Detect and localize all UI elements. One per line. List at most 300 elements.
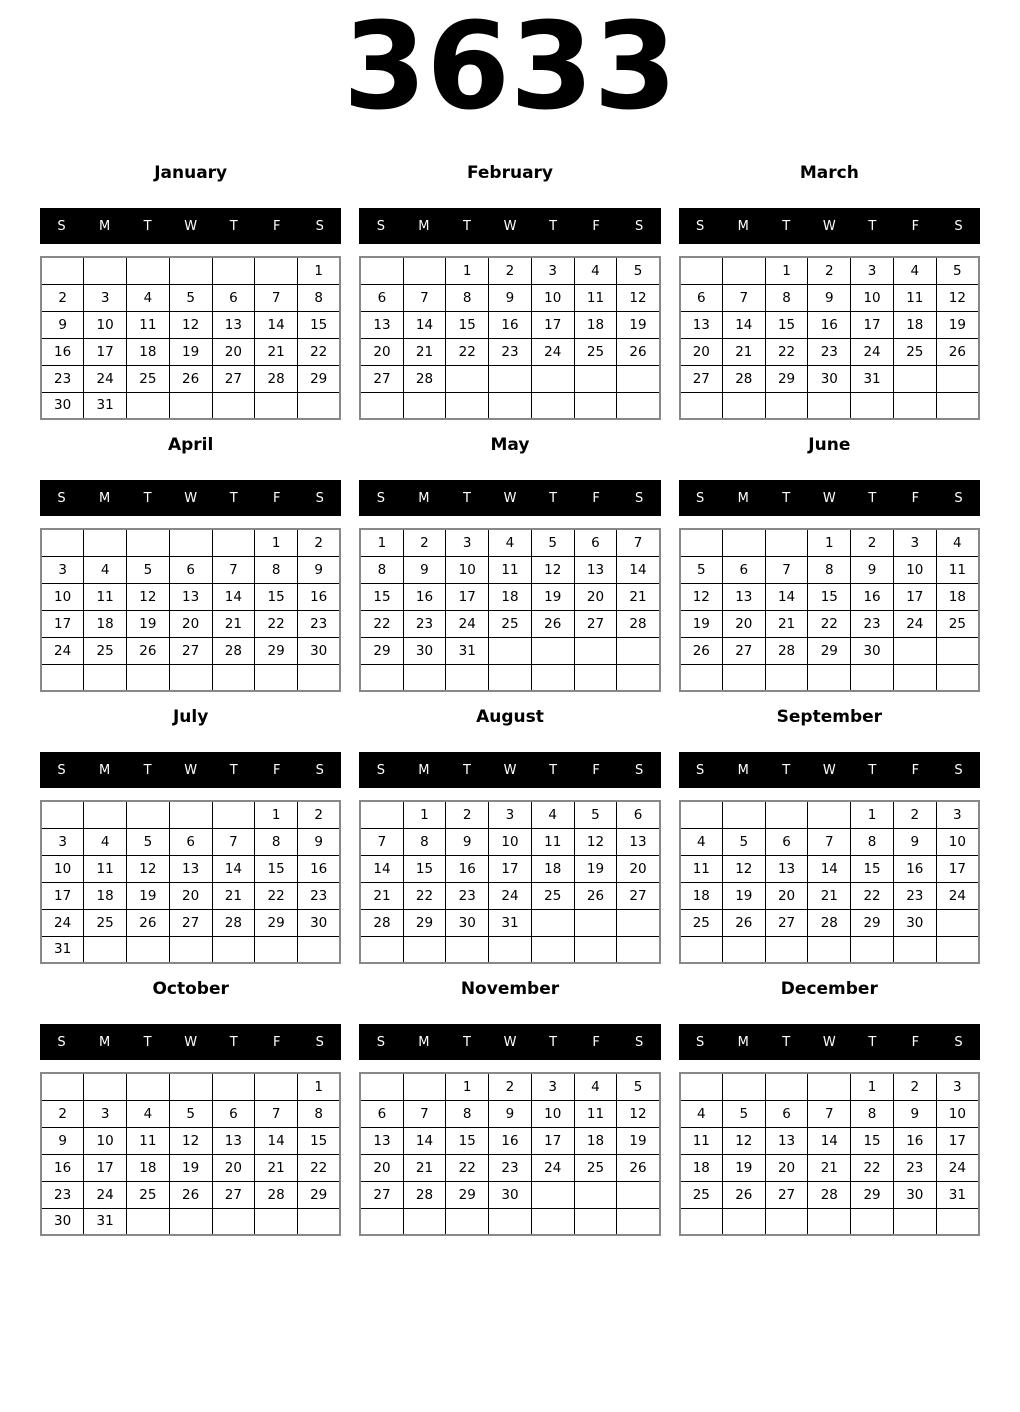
day-cell: 31	[41, 936, 84, 963]
week-row	[41, 257, 340, 284]
weekday-label: S	[376, 490, 385, 506]
day-cell: 15	[851, 1127, 894, 1154]
day-cell: 28	[808, 909, 851, 936]
week-row	[41, 637, 340, 664]
weekday-label: T	[782, 218, 791, 234]
day-cell: 17	[84, 1154, 127, 1181]
day-cell: 8	[808, 556, 851, 583]
empty-day-cell	[531, 664, 574, 691]
day-cell: 17	[446, 583, 489, 610]
day-cell: 20	[360, 338, 403, 365]
week-row	[360, 257, 659, 284]
day-cell: 29	[403, 909, 446, 936]
day-cell: 8	[360, 556, 403, 583]
day-cell: 13	[212, 311, 255, 338]
day-cell: 3	[84, 1100, 127, 1127]
day-cell: 30	[893, 909, 936, 936]
empty-day-cell	[41, 257, 84, 284]
day-cell: 1	[851, 1073, 894, 1100]
empty-day-cell	[936, 392, 979, 419]
day-cell: 19	[169, 338, 212, 365]
weekday-label: T	[229, 218, 238, 234]
week-row	[360, 1154, 659, 1181]
empty-day-cell	[893, 664, 936, 691]
week-row	[41, 583, 340, 610]
day-cell: 1	[446, 257, 489, 284]
day-cell: 12	[680, 583, 723, 610]
empty-day-cell	[765, 936, 808, 963]
week-row	[41, 855, 340, 882]
weekday-label: W	[503, 218, 517, 234]
day-cell: 16	[489, 311, 532, 338]
day-cell: 17	[531, 311, 574, 338]
empty-day-cell	[360, 1208, 403, 1235]
week-row	[41, 365, 340, 392]
day-cell: 16	[298, 855, 341, 882]
day-cell: 15	[765, 311, 808, 338]
day-cell: 4	[127, 284, 170, 311]
day-cell: 3	[41, 828, 84, 855]
day-cell: 11	[574, 1100, 617, 1127]
empty-day-cell	[489, 365, 532, 392]
day-cell: 10	[893, 556, 936, 583]
day-cell: 18	[680, 882, 723, 909]
day-cell: 20	[617, 855, 660, 882]
day-cell: 20	[765, 1154, 808, 1181]
day-cell: 20	[169, 882, 212, 909]
week-row	[41, 338, 340, 365]
day-cell: 26	[617, 338, 660, 365]
empty-day-cell	[617, 365, 660, 392]
weekday-label: F	[592, 218, 600, 234]
day-cell: 25	[936, 610, 979, 637]
empty-day-cell	[360, 1073, 403, 1100]
empty-day-cell	[255, 1208, 298, 1235]
day-cell: 3	[531, 257, 574, 284]
empty-day-cell	[765, 801, 808, 828]
day-cell: 6	[574, 529, 617, 556]
day-cell: 7	[212, 556, 255, 583]
day-cell: 1	[255, 801, 298, 828]
day-cell: 8	[765, 284, 808, 311]
day-cell: 3	[489, 801, 532, 828]
empty-day-cell	[765, 392, 808, 419]
week-row	[680, 529, 979, 556]
empty-day-cell	[893, 365, 936, 392]
weekday-label: T	[229, 1034, 238, 1050]
day-cell: 18	[84, 882, 127, 909]
day-cell: 12	[936, 284, 979, 311]
day-cell: 18	[531, 855, 574, 882]
empty-day-cell	[574, 1208, 617, 1235]
empty-day-cell	[574, 909, 617, 936]
empty-day-cell	[617, 637, 660, 664]
empty-day-cell	[765, 664, 808, 691]
day-cell: 29	[851, 909, 894, 936]
day-cell: 6	[680, 284, 723, 311]
day-cell: 10	[489, 828, 532, 855]
day-cell: 7	[765, 556, 808, 583]
day-cell: 7	[808, 1100, 851, 1127]
day-cell: 30	[489, 1181, 532, 1208]
weekday-label: T	[229, 762, 238, 778]
empty-day-cell	[403, 936, 446, 963]
day-cell: 1	[255, 529, 298, 556]
week-row	[41, 556, 340, 583]
weekday-label: W	[184, 490, 198, 506]
day-cell: 1	[360, 529, 403, 556]
weekday-header-row	[359, 480, 660, 516]
empty-day-cell	[489, 664, 532, 691]
weekday-label: S	[635, 1034, 644, 1050]
day-cell: 30	[808, 365, 851, 392]
day-cell: 16	[893, 1127, 936, 1154]
day-cell: 23	[489, 338, 532, 365]
weekday-label: W	[822, 490, 836, 506]
day-cell: 28	[617, 610, 660, 637]
day-cell: 21	[403, 1154, 446, 1181]
empty-day-cell	[680, 1208, 723, 1235]
empty-day-cell	[936, 664, 979, 691]
day-cell: 27	[169, 637, 212, 664]
day-cell: 30	[298, 909, 341, 936]
weekday-label: F	[273, 762, 281, 778]
weekday-label: S	[57, 1034, 66, 1050]
day-cell: 26	[574, 882, 617, 909]
empty-day-cell	[808, 936, 851, 963]
month-title: May	[490, 435, 530, 455]
day-cell: 13	[722, 583, 765, 610]
year-title: 3633	[343, 0, 677, 137]
day-cell: 12	[169, 1127, 212, 1154]
day-cell: 27	[617, 882, 660, 909]
day-cell: 8	[403, 828, 446, 855]
day-cell: 5	[722, 828, 765, 855]
week-row	[360, 284, 659, 311]
month-title: October	[152, 979, 229, 999]
day-cell: 28	[403, 1181, 446, 1208]
day-cell: 8	[851, 1100, 894, 1127]
day-cell: 2	[851, 529, 894, 556]
month-day-grid	[40, 800, 341, 964]
day-cell: 17	[936, 855, 979, 882]
day-cell: 4	[936, 529, 979, 556]
week-row	[680, 610, 979, 637]
weekday-label: T	[229, 490, 238, 506]
day-cell: 20	[360, 1154, 403, 1181]
day-cell: 3	[893, 529, 936, 556]
month-title: June	[808, 435, 851, 455]
empty-day-cell	[808, 1208, 851, 1235]
day-cell: 31	[84, 1208, 127, 1235]
weekday-label: T	[143, 762, 152, 778]
empty-day-cell	[617, 1208, 660, 1235]
month-january	[40, 159, 341, 420]
day-cell: 9	[893, 1100, 936, 1127]
empty-day-cell	[489, 936, 532, 963]
empty-day-cell	[936, 1208, 979, 1235]
empty-day-cell	[169, 664, 212, 691]
day-cell: 22	[298, 1154, 341, 1181]
day-cell: 5	[936, 257, 979, 284]
empty-day-cell	[298, 1208, 341, 1235]
day-cell: 19	[722, 882, 765, 909]
weekday-label: M	[98, 762, 111, 778]
day-cell: 6	[169, 828, 212, 855]
weekday-label: S	[376, 218, 385, 234]
week-row	[680, 936, 979, 963]
day-cell: 6	[212, 284, 255, 311]
day-cell: 4	[489, 529, 532, 556]
day-cell: 24	[531, 338, 574, 365]
day-cell: 29	[765, 365, 808, 392]
weekday-label: S	[57, 218, 66, 234]
weekday-header-row	[359, 1024, 660, 1060]
day-cell: 13	[680, 311, 723, 338]
day-cell: 3	[851, 257, 894, 284]
empty-day-cell	[360, 257, 403, 284]
day-cell: 12	[531, 556, 574, 583]
day-cell: 5	[574, 801, 617, 828]
day-cell: 1	[446, 1073, 489, 1100]
day-cell: 9	[851, 556, 894, 583]
weekday-label: W	[503, 1034, 517, 1050]
empty-day-cell	[212, 801, 255, 828]
week-row	[41, 936, 340, 963]
weekday-label: T	[549, 490, 558, 506]
day-cell: 27	[765, 909, 808, 936]
empty-day-cell	[531, 936, 574, 963]
day-cell: 25	[680, 1181, 723, 1208]
day-cell: 19	[722, 1154, 765, 1181]
weekday-label: M	[737, 762, 749, 778]
empty-day-cell	[360, 664, 403, 691]
day-cell: 15	[360, 583, 403, 610]
weekday-label: F	[592, 1034, 600, 1050]
weekday-label: S	[954, 1034, 963, 1050]
week-row	[41, 1100, 340, 1127]
day-cell: 9	[489, 1100, 532, 1127]
day-cell: 14	[722, 311, 765, 338]
day-cell: 22	[403, 882, 446, 909]
month-title: January	[154, 163, 228, 183]
day-cell: 22	[446, 1154, 489, 1181]
weekday-label: T	[549, 218, 558, 234]
empty-day-cell	[298, 664, 341, 691]
weekday-header-row	[40, 208, 341, 244]
week-row	[360, 1208, 659, 1235]
day-cell: 13	[360, 311, 403, 338]
day-cell: 16	[403, 583, 446, 610]
day-cell: 10	[84, 311, 127, 338]
day-cell: 3	[84, 284, 127, 311]
empty-day-cell	[531, 1208, 574, 1235]
weekday-label: W	[184, 1034, 198, 1050]
day-cell: 17	[41, 610, 84, 637]
day-cell: 30	[298, 637, 341, 664]
week-row	[680, 801, 979, 828]
weekday-label: M	[418, 218, 430, 234]
day-cell: 31	[936, 1181, 979, 1208]
week-row	[680, 1127, 979, 1154]
empty-day-cell	[851, 392, 894, 419]
week-row	[680, 1208, 979, 1235]
month-day-grid	[40, 256, 341, 420]
weekday-label: T	[462, 1034, 471, 1050]
empty-day-cell	[893, 936, 936, 963]
month-day-grid	[40, 1072, 341, 1236]
weekday-label: T	[462, 218, 471, 234]
day-cell: 8	[446, 284, 489, 311]
empty-day-cell	[808, 664, 851, 691]
empty-day-cell	[893, 392, 936, 419]
empty-day-cell	[84, 936, 127, 963]
day-cell: 22	[808, 610, 851, 637]
day-cell: 15	[298, 311, 341, 338]
weekday-label: W	[184, 762, 198, 778]
week-row	[680, 909, 979, 936]
weekday-label: S	[696, 762, 705, 778]
day-cell: 10	[531, 284, 574, 311]
month-day-grid	[359, 800, 660, 964]
week-row	[41, 610, 340, 637]
day-cell: 11	[127, 311, 170, 338]
day-cell: 15	[808, 583, 851, 610]
week-row	[360, 583, 659, 610]
empty-day-cell	[936, 637, 979, 664]
empty-day-cell	[127, 257, 170, 284]
empty-day-cell	[169, 529, 212, 556]
empty-day-cell	[212, 1208, 255, 1235]
day-cell: 22	[255, 610, 298, 637]
day-cell: 22	[446, 338, 489, 365]
week-row	[41, 1127, 340, 1154]
month-day-grid	[679, 256, 980, 420]
day-cell: 24	[41, 909, 84, 936]
day-cell: 25	[574, 338, 617, 365]
week-row	[360, 664, 659, 691]
day-cell: 26	[531, 610, 574, 637]
empty-day-cell	[169, 1073, 212, 1100]
week-row	[41, 311, 340, 338]
month-title: April	[167, 435, 214, 455]
day-cell: 23	[851, 610, 894, 637]
empty-day-cell	[446, 664, 489, 691]
weekday-label: W	[822, 1034, 836, 1050]
month-title: March	[799, 163, 859, 183]
day-cell: 7	[360, 828, 403, 855]
day-cell: 4	[84, 556, 127, 583]
week-row	[41, 1181, 340, 1208]
day-cell: 24	[936, 1154, 979, 1181]
week-row	[41, 664, 340, 691]
empty-day-cell	[722, 664, 765, 691]
weekday-label: T	[462, 762, 471, 778]
empty-day-cell	[84, 664, 127, 691]
month-november	[359, 975, 660, 1236]
day-cell: 7	[212, 828, 255, 855]
month-title: December	[780, 979, 878, 999]
week-row	[360, 311, 659, 338]
weekday-label: T	[868, 1034, 877, 1050]
day-cell: 1	[808, 529, 851, 556]
day-cell: 24	[84, 365, 127, 392]
day-cell: 14	[212, 583, 255, 610]
weekday-header-row	[40, 480, 341, 516]
day-cell: 7	[255, 284, 298, 311]
empty-day-cell	[808, 801, 851, 828]
empty-day-cell	[212, 529, 255, 556]
day-cell: 19	[617, 311, 660, 338]
week-row	[360, 610, 659, 637]
empty-day-cell	[680, 936, 723, 963]
empty-day-cell	[403, 392, 446, 419]
day-cell: 29	[298, 1181, 341, 1208]
empty-day-cell	[169, 392, 212, 419]
day-cell: 29	[446, 1181, 489, 1208]
weekday-label: S	[315, 1034, 324, 1050]
empty-day-cell	[41, 801, 84, 828]
week-row	[680, 828, 979, 855]
week-row	[360, 392, 659, 419]
day-cell: 12	[617, 284, 660, 311]
week-row	[680, 1154, 979, 1181]
weekday-header-row	[359, 208, 660, 244]
day-cell: 1	[298, 257, 341, 284]
day-cell: 26	[169, 365, 212, 392]
day-cell: 11	[84, 583, 127, 610]
month-title: November	[460, 979, 560, 999]
month-day-grid	[359, 1072, 660, 1236]
day-cell: 16	[489, 1127, 532, 1154]
empty-day-cell	[531, 909, 574, 936]
day-cell: 9	[403, 556, 446, 583]
day-cell: 10	[531, 1100, 574, 1127]
weekday-label: F	[592, 490, 600, 506]
day-cell: 3	[446, 529, 489, 556]
day-cell: 23	[41, 365, 84, 392]
empty-day-cell	[212, 392, 255, 419]
day-cell: 26	[722, 1181, 765, 1208]
weekday-label: T	[782, 1034, 791, 1050]
day-cell: 18	[84, 610, 127, 637]
day-cell: 16	[851, 583, 894, 610]
weekday-label: M	[98, 1034, 111, 1050]
day-cell: 24	[893, 610, 936, 637]
day-cell: 26	[127, 637, 170, 664]
weekday-label: F	[592, 762, 600, 778]
weekday-label: S	[954, 762, 963, 778]
weekday-label: S	[315, 490, 324, 506]
week-row	[360, 909, 659, 936]
day-cell: 3	[531, 1073, 574, 1100]
day-cell: 17	[84, 338, 127, 365]
weekday-label: T	[462, 490, 471, 506]
weekday-label: S	[635, 490, 644, 506]
empty-day-cell	[680, 529, 723, 556]
day-cell: 29	[851, 1181, 894, 1208]
weekday-label: T	[143, 490, 152, 506]
empty-day-cell	[680, 801, 723, 828]
day-cell: 28	[212, 637, 255, 664]
empty-day-cell	[169, 936, 212, 963]
day-cell: 30	[403, 637, 446, 664]
day-cell: 16	[893, 855, 936, 882]
day-cell: 26	[936, 338, 979, 365]
day-cell: 21	[765, 610, 808, 637]
week-row	[680, 284, 979, 311]
day-cell: 21	[255, 1154, 298, 1181]
